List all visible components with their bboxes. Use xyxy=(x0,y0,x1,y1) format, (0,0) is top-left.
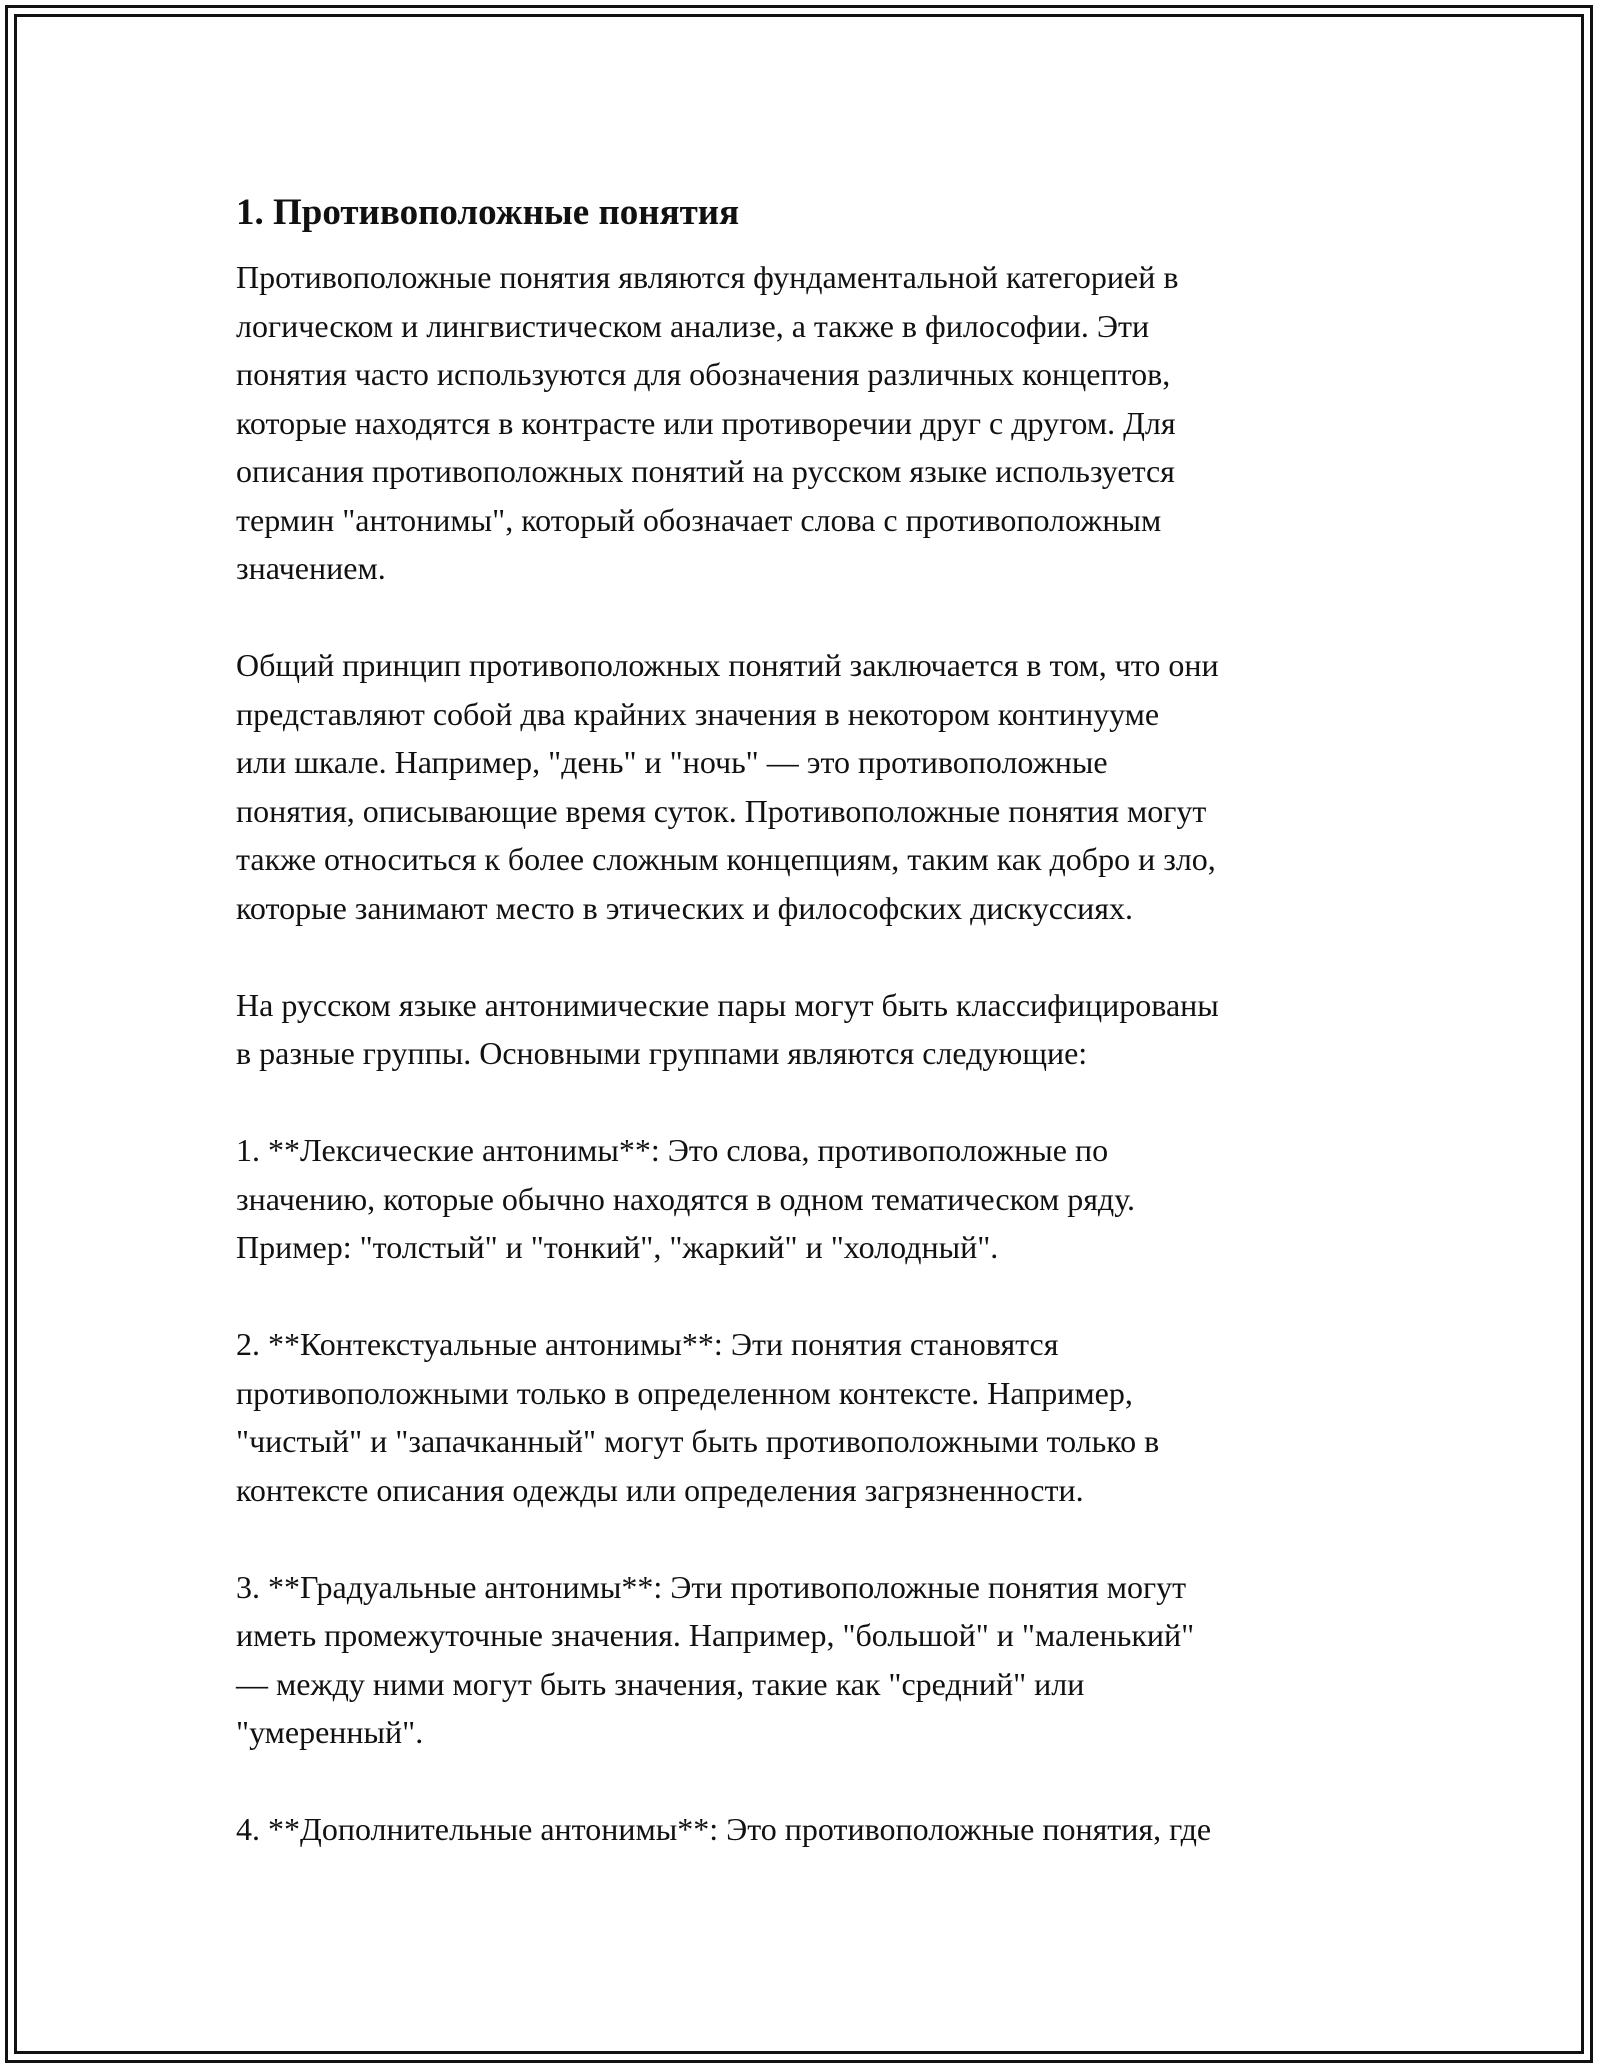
paragraph-classification: На русском языке антонимические пары могут быть классифицированы в разные группы. Основными группами являются следующие: xyxy=(236,986,1219,1071)
list-item-complementary-antonyms: 4. **Дополнительные антонимы**: Это противоположные понятия, где xyxy=(236,1811,1212,1847)
list-item-gradual-antonyms: 3. **Градуальные антонимы**: Эти противоположные понятия могут иметь промежуточные значения. Например, "большой" и "маленький" — между ними могут быть значения, такие как "средний" или "умеренный". xyxy=(236,1568,1195,1750)
list-item-lexical-antonyms: 1. **Лексические антонимы**: Это слова, противоположные по значению, которые обычно находятся в одном тематическом ряду. Пример: "толстый" и "тонкий", "жаркий" и "холодный". xyxy=(236,1132,1135,1265)
section-heading: 1. Противоположные понятия xyxy=(236,192,740,233)
paragraph-general-principle: Общий принцип противоположных понятий заключается в том, что они представляют собой два крайних значения в некотором континууме или шкале. Например, "день" и "ночь" — это противоположные понятия, описывающие время суток. Противоположные понятия могут также относиться к более сложным концепциям, таким как добро и зло, которые занимают место в этических и философских дискуссиях. xyxy=(236,647,1219,926)
list-item-contextual-antonyms: 2. **Контекстуальные антонимы**: Эти понятия становятся противоположными только в определенном контексте. Например, "чистый" и "запачканный" могут быть противоположными только в контексте описания одежды или определения загрязненности. xyxy=(236,1326,1160,1508)
document-body xyxy=(236,183,1396,1854)
paragraph-intro: Противоположные понятия являются фундаментальной категорией в логическом и лингвистическом анализе, а также в философии. Эти понятия часто используются для обозначения различных концептов, которые находятся в контрасте или противоречии друг с другом. Для описания противоположных понятий на русском языке используется термин "антонимы", который обозначает слова с противоположным значением. xyxy=(236,259,1179,586)
